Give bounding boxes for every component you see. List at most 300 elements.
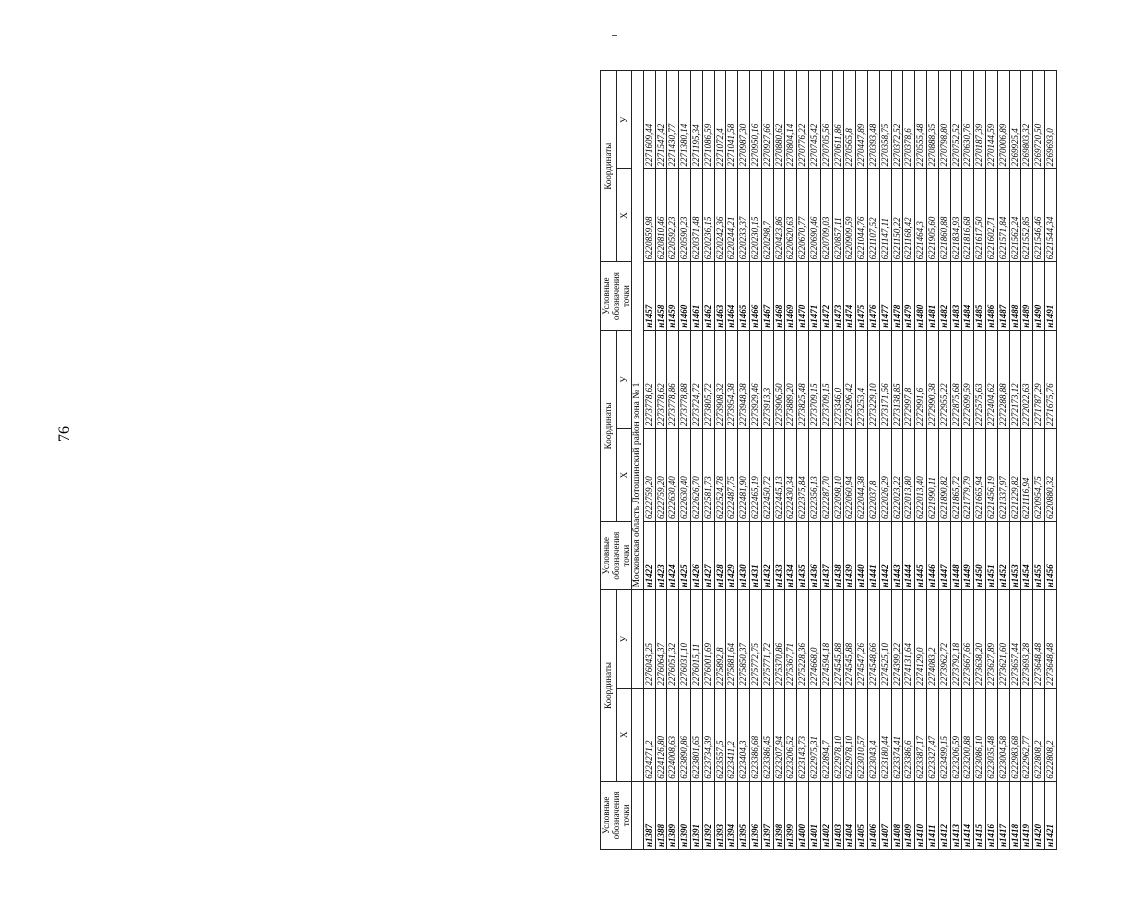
x-coordinate: 6221571,84 bbox=[997, 169, 1009, 262]
point-label: н1481 bbox=[926, 262, 938, 330]
point-label: н1430 bbox=[738, 522, 750, 590]
y-coordinate: 2270006,89 bbox=[997, 71, 1009, 169]
table-row bbox=[1044, 71, 1056, 850]
y-coordinate: 2270752,52 bbox=[950, 71, 962, 169]
y-coordinate: 2274129,0 bbox=[915, 590, 927, 688]
x-coordinate: 6222037,8 bbox=[867, 429, 879, 522]
x-coordinate: 6221834,93 bbox=[950, 169, 962, 262]
point-label: н1464 bbox=[726, 262, 738, 330]
x-coordinate: 6223004,58 bbox=[997, 688, 1009, 781]
y-coordinate: 2270630,76 bbox=[962, 71, 974, 169]
point-label: н1410 bbox=[915, 781, 927, 849]
point-label: н1488 bbox=[1009, 262, 1021, 330]
point-label: н1432 bbox=[761, 522, 773, 590]
x-coordinate: 6221602,71 bbox=[985, 169, 997, 262]
x-coordinate: 6223143,73 bbox=[797, 688, 809, 781]
point-label: н1477 bbox=[879, 262, 891, 330]
left-region-spacer bbox=[632, 688, 644, 781]
y-coordinate: 2273792,18 bbox=[950, 590, 962, 688]
x-coordinate: 6220233,37 bbox=[738, 169, 750, 262]
point-label: н1469 bbox=[785, 262, 797, 330]
x-coordinate: 6222978,10 bbox=[832, 688, 844, 781]
y-coordinate: 2270393,48 bbox=[867, 71, 879, 169]
table-row bbox=[702, 71, 714, 850]
y-coordinate: 2273724,72 bbox=[690, 330, 702, 428]
point-label: н1392 bbox=[702, 781, 714, 849]
point-label: н1465 bbox=[738, 262, 750, 330]
point-label: н1390 bbox=[679, 781, 691, 849]
point-label: н1413 bbox=[950, 781, 962, 849]
y-coordinate: 2272875,68 bbox=[950, 330, 962, 428]
x-coordinate: 6221990,11 bbox=[926, 429, 938, 522]
point-label: н1444 bbox=[903, 522, 915, 590]
x-coordinate: 6222978,10 bbox=[844, 688, 856, 781]
x-coordinate: 6223086,10 bbox=[974, 688, 986, 781]
point-label: н1409 bbox=[903, 781, 915, 849]
point-label: н1489 bbox=[1021, 262, 1033, 330]
x-coordinate: 6223035,48 bbox=[985, 688, 997, 781]
y-coordinate: 2270565,8 bbox=[844, 71, 856, 169]
table-row bbox=[879, 71, 891, 850]
x-coordinate: 6220620,63 bbox=[785, 169, 797, 262]
page-number: 76 bbox=[56, 426, 73, 442]
y-coordinate: 2273778,88 bbox=[679, 330, 691, 428]
table-row bbox=[950, 71, 962, 850]
x-coordinate: 6221044,76 bbox=[856, 169, 868, 262]
point-label: н1479 bbox=[903, 262, 915, 330]
y-coordinate: 2273778,86 bbox=[667, 330, 679, 428]
table-row bbox=[820, 71, 832, 850]
y-coordinate: 2273296,42 bbox=[844, 330, 856, 428]
header-coords: Координаты bbox=[601, 330, 617, 521]
y-coordinate: 2274083,2 bbox=[926, 590, 938, 688]
y-coordinate: 2276015,11 bbox=[690, 590, 702, 688]
point-label: н1427 bbox=[702, 522, 714, 590]
x-coordinate: 6223387,17 bbox=[915, 688, 927, 781]
point-label: н1395 bbox=[738, 781, 750, 849]
point-label: н1398 bbox=[773, 781, 785, 849]
y-coordinate: 2274131,64 bbox=[903, 590, 915, 688]
point-label: н1423 bbox=[655, 522, 667, 590]
x-coordinate: 6223010,57 bbox=[856, 688, 868, 781]
rotated-page bbox=[600, 70, 1130, 850]
point-label: н1414 bbox=[962, 781, 974, 849]
point-label: н1426 bbox=[690, 522, 702, 590]
y-coordinate: 2274545,88 bbox=[832, 590, 844, 688]
y-coordinate: 2273693,28 bbox=[1021, 590, 1033, 688]
y-coordinate: 2273709,15 bbox=[808, 330, 820, 428]
x-coordinate: 6223206,52 bbox=[785, 688, 797, 781]
table-row bbox=[856, 71, 868, 850]
point-label: н1388 bbox=[655, 781, 667, 849]
x-coordinate: 6223411,2 bbox=[726, 688, 738, 781]
y-coordinate: 2275367,71 bbox=[785, 590, 797, 688]
x-coordinate: 6221860,88 bbox=[938, 169, 950, 262]
x-coordinate: 6223557,5 bbox=[714, 688, 726, 781]
corner-mark bbox=[612, 35, 617, 36]
x-coordinate: 6223734,39 bbox=[702, 688, 714, 781]
table-row bbox=[962, 71, 974, 850]
point-label: н1447 bbox=[938, 522, 950, 590]
point-label: н1405 bbox=[856, 781, 868, 849]
table-row bbox=[1033, 71, 1045, 850]
x-coordinate: 6221865,72 bbox=[950, 429, 962, 522]
point-label: н1478 bbox=[891, 262, 903, 330]
point-label: н1484 bbox=[962, 262, 974, 330]
point-label: н1474 bbox=[844, 262, 856, 330]
point-label: н1435 bbox=[797, 522, 809, 590]
x-coordinate: 6220236,15 bbox=[702, 169, 714, 262]
table-row bbox=[667, 71, 679, 850]
x-coordinate: 6222481,90 bbox=[738, 429, 750, 522]
y-coordinate: 2273948,38 bbox=[738, 330, 750, 428]
table-row bbox=[974, 71, 986, 850]
y-coordinate: 2271072,4 bbox=[714, 71, 726, 169]
point-label: н1415 bbox=[974, 781, 986, 849]
table-row bbox=[726, 71, 738, 850]
x-coordinate: 6222630,40 bbox=[679, 429, 691, 522]
point-label: н1483 bbox=[950, 262, 962, 330]
x-coordinate: 6223499,15 bbox=[938, 688, 950, 781]
region-row bbox=[632, 71, 644, 850]
table-row bbox=[679, 71, 691, 850]
point-label: н1438 bbox=[832, 522, 844, 590]
x-coordinate: 6220298,7 bbox=[761, 169, 773, 262]
y-coordinate: 2270144,59 bbox=[985, 71, 997, 169]
x-coordinate: 6222060,94 bbox=[844, 429, 856, 522]
x-coordinate: 6220810,46 bbox=[655, 169, 667, 262]
y-coordinate: 2271086,59 bbox=[702, 71, 714, 169]
header-y: У bbox=[616, 330, 632, 428]
point-label: н1436 bbox=[808, 522, 820, 590]
x-coordinate: 6223386,6 bbox=[903, 688, 915, 781]
y-coordinate: 2274545,88 bbox=[844, 590, 856, 688]
table-row bbox=[915, 71, 927, 850]
x-coordinate: 6220592,23 bbox=[667, 169, 679, 262]
x-coordinate: 6221552,85 bbox=[1021, 169, 1033, 262]
y-coordinate: 2271547,42 bbox=[655, 71, 667, 169]
header-coords: Координаты bbox=[601, 590, 617, 781]
point-label: н1403 bbox=[832, 781, 844, 849]
y-coordinate: 2276031,10 bbox=[679, 590, 691, 688]
coordinates-table bbox=[600, 70, 1057, 850]
x-coordinate: 6221546,46 bbox=[1033, 169, 1045, 262]
y-coordinate: 2273778,62 bbox=[643, 330, 655, 428]
point-label: н1475 bbox=[856, 262, 868, 330]
header-y: У bbox=[616, 590, 632, 688]
point-label: н1486 bbox=[985, 262, 997, 330]
x-coordinate: 6223404,3 bbox=[738, 688, 750, 781]
y-coordinate: 2273346,0 bbox=[832, 330, 844, 428]
point-label: н1396 bbox=[749, 781, 761, 849]
y-coordinate: 2272404,62 bbox=[985, 330, 997, 428]
y-coordinate: 2271195,34 bbox=[690, 71, 702, 169]
x-coordinate: 6222450,72 bbox=[761, 429, 773, 522]
x-coordinate: 6221464,3 bbox=[915, 169, 927, 262]
point-label: н1455 bbox=[1033, 522, 1045, 590]
x-coordinate: 6222445,13 bbox=[773, 429, 785, 522]
point-label: н1445 bbox=[915, 522, 927, 590]
y-coordinate: 2270798,80 bbox=[938, 71, 950, 169]
y-coordinate: 2273929,46 bbox=[749, 330, 761, 428]
x-coordinate: 6220909,59 bbox=[844, 169, 856, 262]
y-coordinate: 2274548,66 bbox=[867, 590, 879, 688]
x-coordinate: 6222026,29 bbox=[879, 429, 891, 522]
x-coordinate: 6222581,73 bbox=[702, 429, 714, 522]
x-coordinate: 6222524,78 bbox=[714, 429, 726, 522]
point-label: н1431 bbox=[749, 522, 761, 590]
y-coordinate: 2270880,62 bbox=[773, 71, 785, 169]
point-label: н1429 bbox=[726, 522, 738, 590]
table-row bbox=[938, 71, 950, 850]
table-row bbox=[985, 71, 997, 850]
table-row bbox=[655, 71, 667, 850]
header-coords: Координаты bbox=[601, 71, 617, 262]
y-coordinate: 2271041,58 bbox=[726, 71, 738, 169]
table-row bbox=[643, 71, 655, 850]
point-label: н1458 bbox=[655, 262, 667, 330]
point-label: н1440 bbox=[856, 522, 868, 590]
point-label: н1391 bbox=[690, 781, 702, 849]
point-label: н1462 bbox=[702, 262, 714, 330]
y-coordinate: 2270950,16 bbox=[749, 71, 761, 169]
left-region-spacer bbox=[632, 590, 644, 688]
point-label: н1457 bbox=[643, 262, 655, 330]
y-coordinate: 2272699,59 bbox=[962, 330, 974, 428]
y-coordinate: 2274399,22 bbox=[891, 590, 903, 688]
x-coordinate: 6220709,03 bbox=[820, 169, 832, 262]
y-coordinate: 2272997,8 bbox=[903, 330, 915, 428]
table-row bbox=[761, 71, 773, 850]
y-coordinate: 2274594,18 bbox=[820, 590, 832, 688]
y-coordinate: 2275892,8 bbox=[714, 590, 726, 688]
y-coordinate: 2275228,36 bbox=[797, 590, 809, 688]
y-coordinate: 2273229,10 bbox=[867, 330, 879, 428]
header-y: У bbox=[616, 71, 632, 169]
point-label: н1467 bbox=[761, 262, 773, 330]
point-label: н1393 bbox=[714, 781, 726, 849]
x-coordinate: 6221816,68 bbox=[962, 169, 974, 262]
y-coordinate: 2271609,44 bbox=[643, 71, 655, 169]
x-coordinate: 6220590,23 bbox=[679, 169, 691, 262]
x-coordinate: 6223374,41 bbox=[891, 688, 903, 781]
point-label: н1456 bbox=[1044, 522, 1056, 590]
table-row bbox=[773, 71, 785, 850]
y-coordinate: 2273621,60 bbox=[997, 590, 1009, 688]
point-label: н1420 bbox=[1033, 781, 1045, 849]
point-label: н1490 bbox=[1033, 262, 1045, 330]
x-coordinate: 6220690,46 bbox=[808, 169, 820, 262]
point-label: н1433 bbox=[773, 522, 785, 590]
point-label: н1487 bbox=[997, 262, 1009, 330]
point-label: н1389 bbox=[667, 781, 679, 849]
point-label: н1417 bbox=[997, 781, 1009, 849]
y-coordinate: 2269925,4 bbox=[1009, 71, 1021, 169]
point-label: н1407 bbox=[879, 781, 891, 849]
point-label: н1453 bbox=[1009, 522, 1021, 590]
point-label: н1471 bbox=[808, 262, 820, 330]
x-coordinate: 6222023,22 bbox=[891, 429, 903, 522]
y-coordinate: 2273778,62 bbox=[655, 330, 667, 428]
x-coordinate: 6221456,19 bbox=[985, 429, 997, 522]
y-coordinate: 2273906,50 bbox=[773, 330, 785, 428]
y-coordinate: 2273253,4 bbox=[856, 330, 868, 428]
point-label: н1482 bbox=[938, 262, 950, 330]
x-coordinate: 6222975,31 bbox=[808, 688, 820, 781]
y-coordinate: 2269693,0 bbox=[1044, 71, 1056, 169]
point-label: н1402 bbox=[820, 781, 832, 849]
point-label: н1485 bbox=[974, 262, 986, 330]
x-coordinate: 6224271,2 bbox=[643, 688, 655, 781]
x-coordinate: 6222759,20 bbox=[655, 429, 667, 522]
x-coordinate: 6221562,24 bbox=[1009, 169, 1021, 262]
y-coordinate: 2271380,14 bbox=[679, 71, 691, 169]
point-label: н1451 bbox=[985, 522, 997, 590]
y-coordinate: 2273913,3 bbox=[761, 330, 773, 428]
table-row bbox=[832, 71, 844, 850]
x-coordinate: 6222983,68 bbox=[1009, 688, 1021, 781]
y-coordinate: 2273908,32 bbox=[714, 330, 726, 428]
y-coordinate: 2274668,0 bbox=[808, 590, 820, 688]
point-label: н1442 bbox=[879, 522, 891, 590]
y-coordinate: 2275850,37 bbox=[738, 590, 750, 688]
x-coordinate: 6220857,11 bbox=[832, 169, 844, 262]
point-label: н1470 bbox=[797, 262, 809, 330]
x-coordinate: 6220371,48 bbox=[690, 169, 702, 262]
point-label: н1424 bbox=[667, 522, 679, 590]
y-coordinate: 2274525,10 bbox=[879, 590, 891, 688]
y-coordinate: 2273627,89 bbox=[985, 590, 997, 688]
point-label: н1404 bbox=[844, 781, 856, 849]
table-row bbox=[808, 71, 820, 850]
y-coordinate: 2272022,63 bbox=[1021, 330, 1033, 428]
y-coordinate: 2273805,72 bbox=[702, 330, 714, 428]
header-x: X bbox=[616, 429, 632, 522]
x-coordinate: 6223200,88 bbox=[962, 688, 974, 781]
y-coordinate: 2273962,72 bbox=[938, 590, 950, 688]
x-coordinate: 6221116,94 bbox=[1021, 429, 1033, 522]
point-label: н1463 bbox=[714, 262, 726, 330]
y-coordinate: 2270888,35 bbox=[926, 71, 938, 169]
y-coordinate: 2270705,56 bbox=[820, 71, 832, 169]
table-row bbox=[926, 71, 938, 850]
x-coordinate: 6220242,36 bbox=[714, 169, 726, 262]
x-coordinate: 6223327,47 bbox=[926, 688, 938, 781]
y-coordinate: 2273138,85 bbox=[891, 330, 903, 428]
y-coordinate: 2270187,39 bbox=[974, 71, 986, 169]
point-label: н1480 bbox=[915, 262, 927, 330]
point-label: н1450 bbox=[974, 522, 986, 590]
y-coordinate: 2270776,22 bbox=[797, 71, 809, 169]
point-label: н1448 bbox=[950, 522, 962, 590]
y-coordinate: 2269720,50 bbox=[1033, 71, 1045, 169]
point-label: н1449 bbox=[962, 522, 974, 590]
x-coordinate: 6221665,94 bbox=[974, 429, 986, 522]
x-coordinate: 6222465,19 bbox=[749, 429, 761, 522]
table-row bbox=[714, 71, 726, 850]
point-label: н1443 bbox=[891, 522, 903, 590]
x-coordinate: 6222430,34 bbox=[785, 429, 797, 522]
y-coordinate: 2272991,6 bbox=[915, 330, 927, 428]
header-marks: Условные обозначения точки bbox=[601, 262, 632, 330]
point-label: н1387 bbox=[643, 781, 655, 849]
y-coordinate: 2273657,44 bbox=[1009, 590, 1021, 688]
x-coordinate: 6222356,13 bbox=[808, 429, 820, 522]
header-x: X bbox=[616, 688, 632, 781]
x-coordinate: 6222098,10 bbox=[832, 429, 844, 522]
x-coordinate: 6224008,63 bbox=[667, 688, 679, 781]
y-coordinate: 2273709,15 bbox=[820, 330, 832, 428]
x-coordinate: 6222894,7 bbox=[820, 688, 832, 781]
point-label: н1446 bbox=[926, 522, 938, 590]
x-coordinate: 6223207,94 bbox=[773, 688, 785, 781]
x-coordinate: 6223890,86 bbox=[679, 688, 691, 781]
x-coordinate: 6221617,50 bbox=[974, 169, 986, 262]
x-coordinate: 6220670,77 bbox=[797, 169, 809, 262]
y-coordinate: 2271430,77 bbox=[667, 71, 679, 169]
point-label: н1397 bbox=[761, 781, 773, 849]
x-coordinate: 6220880,32 bbox=[1044, 429, 1056, 522]
y-coordinate: 2270358,75 bbox=[879, 71, 891, 169]
x-coordinate: 6222375,84 bbox=[797, 429, 809, 522]
y-coordinate: 2275772,75 bbox=[749, 590, 761, 688]
x-coordinate: 6222759,20 bbox=[643, 429, 655, 522]
point-label: н1472 bbox=[820, 262, 832, 330]
x-coordinate: 6222808,2 bbox=[1044, 688, 1056, 781]
x-coordinate: 6220244,21 bbox=[726, 169, 738, 262]
table-row bbox=[903, 71, 915, 850]
table-row bbox=[997, 71, 1009, 850]
x-coordinate: 6221147,11 bbox=[879, 169, 891, 262]
y-coordinate: 2270447,89 bbox=[856, 71, 868, 169]
x-coordinate: 6223801,65 bbox=[690, 688, 702, 781]
point-label: н1408 bbox=[891, 781, 903, 849]
x-coordinate: 6222044,38 bbox=[856, 429, 868, 522]
table-row bbox=[1021, 71, 1033, 850]
x-coordinate: 6220859,98 bbox=[643, 169, 655, 262]
y-coordinate: 2269803,32 bbox=[1021, 71, 1033, 169]
x-coordinate: 6222013,40 bbox=[915, 429, 927, 522]
y-coordinate: 2270804,14 bbox=[785, 71, 797, 169]
y-coordinate: 2270987,30 bbox=[738, 71, 750, 169]
point-label: н1418 bbox=[1009, 781, 1021, 849]
x-coordinate: 6223206,59 bbox=[950, 688, 962, 781]
y-coordinate: 2275771,72 bbox=[761, 590, 773, 688]
y-coordinate: 2275881,64 bbox=[726, 590, 738, 688]
point-label: н1454 bbox=[1021, 522, 1033, 590]
y-coordinate: 2276051,32 bbox=[667, 590, 679, 688]
table-row bbox=[749, 71, 761, 850]
point-label: н1473 bbox=[832, 262, 844, 330]
point-label: н1468 bbox=[773, 262, 785, 330]
table-row bbox=[785, 71, 797, 850]
y-coordinate: 2270372,52 bbox=[891, 71, 903, 169]
x-coordinate: 6220423,86 bbox=[773, 169, 785, 262]
y-coordinate: 2273889,20 bbox=[785, 330, 797, 428]
y-coordinate: 2272173,12 bbox=[1009, 330, 1021, 428]
x-coordinate: 6222287,70 bbox=[820, 429, 832, 522]
table-row bbox=[1009, 71, 1021, 850]
point-label: н1425 bbox=[679, 522, 691, 590]
x-coordinate: 6220230,15 bbox=[749, 169, 761, 262]
table-row bbox=[797, 71, 809, 850]
table-body bbox=[632, 71, 1057, 850]
point-label: н1411 bbox=[926, 781, 938, 849]
x-coordinate: 6222487,75 bbox=[726, 429, 738, 522]
header-x: X bbox=[616, 169, 632, 262]
y-coordinate: 2273171,56 bbox=[879, 330, 891, 428]
y-coordinate: 2272990,38 bbox=[926, 330, 938, 428]
